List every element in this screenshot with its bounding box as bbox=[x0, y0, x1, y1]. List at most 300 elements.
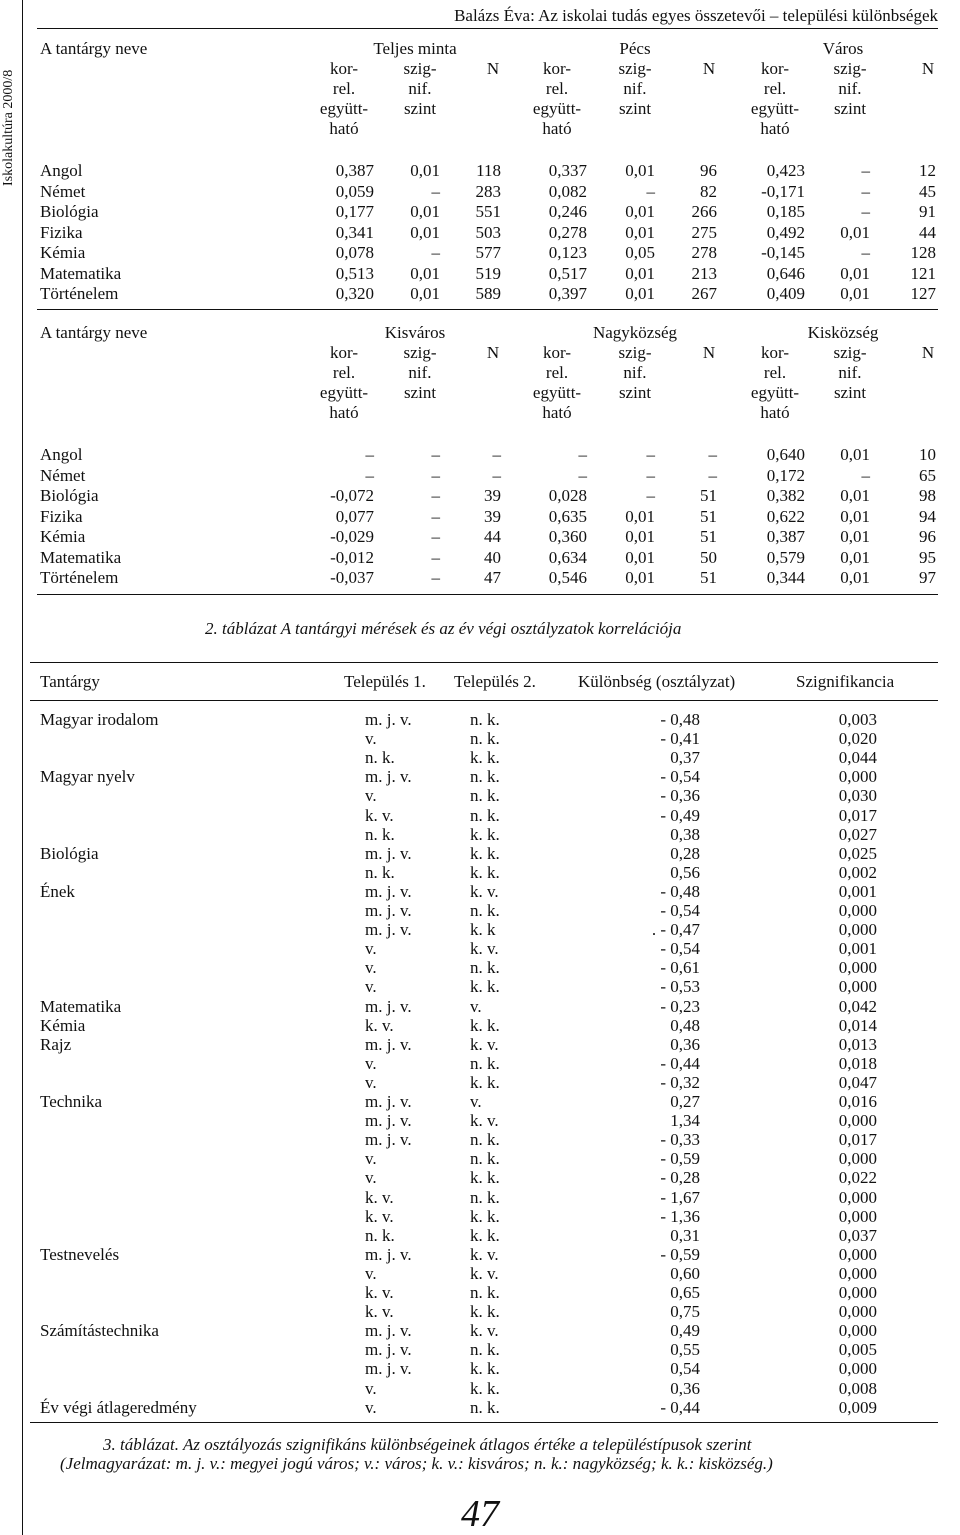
cell-value: 0,622 bbox=[766, 506, 805, 526]
sub-header-korrel: rel. bbox=[763, 79, 787, 98]
cell-value: 0,01 bbox=[625, 284, 655, 303]
table-3-significance: 0,000 bbox=[838, 1263, 877, 1283]
cell-value: 0,646 bbox=[766, 263, 805, 283]
cell-value: – bbox=[492, 465, 501, 485]
cell-value: 91 bbox=[919, 202, 936, 221]
sub-header-korrel: ható bbox=[760, 403, 790, 422]
table-3-settlement-2: k. k. bbox=[470, 977, 500, 997]
table-3-significance: 0,025 bbox=[838, 843, 877, 863]
cell-value: 0,01 bbox=[840, 445, 870, 464]
cell-value: 0,01 bbox=[840, 547, 870, 567]
journal-sidebar bbox=[0, 0, 23, 1535]
row-subject: Történelem bbox=[40, 568, 119, 587]
cell-value: 0,344 bbox=[766, 568, 805, 587]
cell-value: – bbox=[646, 486, 655, 505]
table-3-settlement-2: n. k. bbox=[470, 805, 500, 825]
table-3-settlement-2: n. k. bbox=[470, 958, 500, 978]
table-3-significance: 0,020 bbox=[838, 729, 877, 749]
table-3-settlement-1: v. bbox=[365, 939, 377, 959]
sub-header-korrel: rel. bbox=[763, 363, 787, 382]
cell-value: 0,01 bbox=[625, 568, 655, 587]
cell-value: 0,246 bbox=[548, 202, 587, 221]
cell-value: 0,382 bbox=[766, 486, 805, 505]
table-3-settlement-1: m. j. v. bbox=[365, 1111, 412, 1131]
table-3-settlement-2: k. k. bbox=[470, 1015, 500, 1035]
cell-value: -0,145 bbox=[761, 243, 805, 262]
table-3-difference: 0,36 bbox=[670, 1034, 700, 1054]
cell-value: 0,01 bbox=[410, 284, 440, 303]
cell-value: 96 bbox=[919, 527, 936, 546]
cell-value: 51 bbox=[700, 568, 717, 587]
table-3-significance: 0,000 bbox=[838, 1206, 877, 1226]
table-3-settlement-2: k. v. bbox=[470, 1321, 499, 1341]
row-subject: Angol bbox=[40, 161, 83, 180]
sub-header-korrel: rel. bbox=[545, 79, 569, 98]
table-3-significance: 0,001 bbox=[838, 881, 877, 901]
table-3-difference: - 0,54 bbox=[660, 901, 700, 920]
column-group-header: Város bbox=[822, 39, 864, 58]
table-3-significance: 0,000 bbox=[838, 1111, 877, 1131]
cell-value: – bbox=[431, 547, 440, 567]
cell-value: 0,01 bbox=[625, 202, 655, 221]
table-3-difference: - 0,36 bbox=[660, 786, 700, 806]
cell-value: 278 bbox=[691, 243, 717, 262]
cell-value: 266 bbox=[691, 202, 717, 221]
table-3-significance: 0,001 bbox=[838, 939, 877, 959]
sub-header-n: N bbox=[486, 59, 500, 78]
cell-value: 0,634 bbox=[548, 547, 587, 567]
table-3-significance: 0,000 bbox=[838, 1302, 877, 1322]
sub-header-szignif: szint bbox=[403, 99, 437, 118]
cell-value: – bbox=[431, 568, 440, 587]
table-3-significance: 0,014 bbox=[838, 1015, 877, 1035]
cell-value: 0,517 bbox=[548, 263, 587, 283]
table-3-settlement-2: n. k. bbox=[470, 1340, 500, 1360]
table-3-settlement-1: k. v. bbox=[365, 805, 394, 825]
cell-value: 98 bbox=[919, 486, 936, 505]
table-3-difference: 0,36 bbox=[670, 1378, 700, 1398]
table-3-difference: 0,60 bbox=[670, 1263, 700, 1283]
table-3-difference: - 0,59 bbox=[660, 1149, 700, 1169]
cell-value: – bbox=[431, 486, 440, 505]
cell-value: 213 bbox=[691, 263, 717, 283]
table-3-difference: 0,38 bbox=[670, 824, 700, 844]
table-3-settlement-2: n. k. bbox=[470, 767, 500, 787]
column-group-header: Kisváros bbox=[384, 323, 446, 342]
table-3-subject: Év végi átlageredmény bbox=[40, 1397, 197, 1417]
sub-header-korrel: együtt- bbox=[532, 99, 582, 118]
table-3-settlement-2: k. k. bbox=[470, 843, 500, 863]
table-3-subject: Számítástechnika bbox=[40, 1321, 159, 1341]
table-3-significance: 0,009 bbox=[838, 1397, 877, 1417]
cell-value: 96 bbox=[700, 161, 717, 180]
cell-value: – bbox=[578, 465, 587, 485]
cell-value: – bbox=[431, 527, 440, 546]
table-3-significance: 0,000 bbox=[838, 1149, 877, 1169]
sub-header-szignif: nif. bbox=[838, 79, 862, 98]
table-3-settlement-1: k. v. bbox=[365, 1302, 394, 1322]
cell-value: 0,01 bbox=[840, 222, 870, 242]
journal-label: Iskolakultúra 2000/8 bbox=[1, 69, 16, 186]
table-3-settlement-2: v. bbox=[470, 1092, 482, 1111]
cell-value: – bbox=[861, 465, 870, 485]
table-3-settlement-2: n. k. bbox=[470, 1149, 500, 1169]
table-3-significance: 0,000 bbox=[838, 901, 877, 920]
cell-value: -0,072 bbox=[330, 486, 374, 505]
row-subject: Fizika bbox=[40, 222, 83, 242]
cell-value: 0,01 bbox=[410, 161, 440, 180]
table-2-caption: 2. táblázat A tantárgyi mérések és az év végi osztályzatok korrelációja bbox=[205, 619, 682, 638]
table-3-difference: 1,34 bbox=[670, 1111, 700, 1131]
cell-value: 0,05 bbox=[625, 243, 655, 262]
table-3-settlement-1: m. j. v. bbox=[365, 1130, 412, 1150]
cell-value: 0,423 bbox=[766, 161, 805, 180]
cell-value: – bbox=[431, 506, 440, 526]
table-3-subject: Ének bbox=[40, 881, 75, 901]
cell-value: 0,01 bbox=[840, 284, 870, 303]
cell-value: 10 bbox=[919, 445, 936, 464]
cell-value: 589 bbox=[475, 284, 501, 303]
table-3-significance: 0,008 bbox=[838, 1378, 877, 1398]
cell-value: – bbox=[431, 243, 440, 262]
cell-value: -0,029 bbox=[330, 527, 374, 546]
sub-header-szignif: szint bbox=[833, 99, 867, 118]
cell-value: 51 bbox=[700, 486, 717, 505]
table-3-settlement-2: n. k. bbox=[470, 710, 500, 729]
table-3-settlement-2: k. k bbox=[470, 920, 496, 940]
table-3-settlement-2: n. k. bbox=[470, 1283, 500, 1302]
sub-header-korrel: együtt- bbox=[532, 383, 582, 402]
running-head: Balázs Éva: Az iskolai tudás egyes összetevői – települési különbségek bbox=[454, 6, 938, 25]
table-3-settlement-1: k. v. bbox=[365, 1015, 394, 1035]
cell-value: -0,012 bbox=[330, 547, 374, 567]
table-3-column-header: Szignifikancia bbox=[796, 672, 895, 691]
table-3-settlement-1: m. j. v. bbox=[365, 901, 412, 920]
column-header-subject: A tantárgy neve bbox=[40, 39, 148, 58]
table-3-settlement-1: k. v. bbox=[365, 1206, 394, 1226]
table-3-significance: 0,002 bbox=[838, 862, 877, 882]
table-3-subject: Rajz bbox=[40, 1034, 72, 1054]
cell-value: 12 bbox=[919, 161, 936, 180]
cell-value: – bbox=[708, 445, 717, 464]
row-subject: Angol bbox=[40, 445, 83, 464]
sub-header-korrel: együtt- bbox=[319, 99, 369, 118]
table-3-difference: 0,28 bbox=[670, 843, 700, 863]
cell-value: 0,635 bbox=[548, 506, 587, 526]
table-3-settlement-1: m. j. v. bbox=[365, 843, 412, 863]
table-3-settlement-1: m. j. v. bbox=[365, 710, 412, 729]
cell-value: 0,546 bbox=[548, 568, 587, 587]
table-3-settlement-1: v. bbox=[365, 977, 377, 997]
table-3-settlement-1: m. j. v. bbox=[365, 1340, 412, 1360]
table-2-middle-rule bbox=[37, 309, 938, 310]
sub-header-szignif: nif. bbox=[623, 363, 647, 382]
column-group-header: Pécs bbox=[619, 39, 651, 58]
cell-value: 0,059 bbox=[335, 181, 374, 201]
table-3-settlement-1: k. v. bbox=[365, 1283, 394, 1302]
table-3-significance: 0,016 bbox=[838, 1092, 877, 1111]
table-3-difference: - 0,33 bbox=[660, 1130, 700, 1150]
table-3-settlement-2: n. k. bbox=[470, 1053, 500, 1073]
table-3-column-header: Különbség (osztályzat) bbox=[578, 672, 736, 691]
table-3-significance: 0,037 bbox=[838, 1225, 877, 1245]
cell-value: 0,01 bbox=[625, 506, 655, 526]
table-3-settlement-2: k. k. bbox=[470, 862, 500, 882]
table-3-significance: 0,003 bbox=[838, 710, 877, 729]
cell-value: – bbox=[646, 445, 655, 464]
row-subject: Német bbox=[40, 181, 86, 201]
table-3-difference: - 0,59 bbox=[660, 1244, 700, 1264]
sub-header-korrel: együtt- bbox=[750, 383, 800, 402]
cell-value: 0,01 bbox=[410, 263, 440, 283]
cell-value: 0,01 bbox=[840, 568, 870, 587]
sub-header-szignif: szig- bbox=[403, 343, 437, 362]
column-group-header: Kisközség bbox=[807, 323, 879, 342]
cell-value: – bbox=[861, 161, 870, 180]
cell-value: – bbox=[646, 465, 655, 485]
table-3-settlement-2: n. k. bbox=[470, 1187, 500, 1207]
table-3-difference: - 0,41 bbox=[660, 729, 700, 749]
table-3-significance: 0,000 bbox=[838, 1187, 877, 1207]
cell-value: 47 bbox=[484, 568, 501, 587]
table-3-column-header: Település 2. bbox=[454, 672, 536, 691]
cell-value: 0,01 bbox=[840, 486, 870, 505]
table-3-significance: 0,022 bbox=[838, 1168, 877, 1188]
table-3-difference: - 0,54 bbox=[660, 939, 700, 959]
sub-header-n: N bbox=[702, 59, 716, 78]
column-group-header: Teljes minta bbox=[373, 39, 457, 58]
table-3-settlement-1: v. bbox=[365, 1149, 377, 1169]
cell-value: 51 bbox=[700, 506, 717, 526]
cell-value: -0,171 bbox=[761, 181, 805, 201]
table-3-settlement-1: m. j. v. bbox=[365, 1092, 412, 1111]
cell-value: – bbox=[431, 181, 440, 201]
sub-header-korrel: kor- bbox=[761, 343, 789, 362]
table-3-settlement-2: n. k. bbox=[470, 901, 500, 920]
row-subject: Német bbox=[40, 465, 86, 485]
table-3-difference: - 0,61 bbox=[660, 958, 700, 978]
table-3-settlement-2: k. v. bbox=[470, 1263, 499, 1283]
sub-header-korrel: ható bbox=[760, 119, 790, 138]
cell-value: 0,01 bbox=[625, 547, 655, 567]
table-3-significance: 0,000 bbox=[838, 767, 877, 787]
table-3-difference: 0,55 bbox=[670, 1340, 700, 1360]
table-3-significance: 0,042 bbox=[838, 996, 877, 1016]
table-3-top-rule bbox=[30, 662, 938, 663]
cell-value: 0,640 bbox=[766, 445, 805, 464]
cell-value: 0,01 bbox=[625, 161, 655, 180]
table-3-settlement-2: n. k. bbox=[470, 1130, 500, 1150]
cell-value: 0,387 bbox=[766, 527, 805, 546]
table-3-difference: - 0,32 bbox=[660, 1072, 700, 1092]
table-3-settlement-1: v. bbox=[365, 1397, 377, 1417]
sub-header-n: N bbox=[486, 343, 500, 362]
cell-value: 0,01 bbox=[625, 222, 655, 242]
table-3-settlement-1: m. j. v. bbox=[365, 996, 412, 1016]
table-3-difference: - 0,48 bbox=[660, 881, 700, 901]
cell-value: 50 bbox=[700, 547, 717, 567]
page-number: 47 bbox=[461, 1493, 499, 1535]
table-3-difference: - 0,44 bbox=[660, 1397, 700, 1417]
table-3-significance: 0,013 bbox=[838, 1034, 877, 1054]
cell-value: 51 bbox=[700, 527, 717, 546]
sub-header-korrel: kor- bbox=[330, 343, 358, 362]
cell-value: 0,172 bbox=[766, 465, 805, 485]
table-3-difference: 0,75 bbox=[670, 1302, 700, 1322]
sub-header-n: N bbox=[702, 343, 716, 362]
sub-header-szignif: nif. bbox=[408, 363, 432, 382]
cell-value: 0,409 bbox=[766, 284, 805, 303]
cell-value: 0,337 bbox=[548, 161, 587, 180]
table-3-significance: 0,027 bbox=[838, 824, 877, 844]
cell-value: 275 bbox=[691, 222, 717, 242]
table-3-settlement-1: n. k. bbox=[365, 862, 395, 882]
table-3-subject: Magyar nyelv bbox=[40, 767, 135, 787]
sub-header-korrel: rel. bbox=[332, 79, 356, 98]
table-3-significance: 0,017 bbox=[838, 805, 877, 825]
cell-value: 0,01 bbox=[625, 527, 655, 546]
table-3-column-header: Település 1. bbox=[344, 672, 426, 691]
table-3-difference: - 0,48 bbox=[660, 710, 700, 729]
table-3-difference: 0,56 bbox=[670, 862, 700, 882]
table-3-settlement-2: v. bbox=[470, 996, 482, 1016]
sub-header-szignif: szint bbox=[403, 383, 437, 402]
table-3-difference: - 0,44 bbox=[660, 1053, 700, 1073]
sub-header-szignif: szint bbox=[618, 99, 652, 118]
table-3-difference: 0,27 bbox=[670, 1092, 700, 1111]
table-3-settlement-1: m. j. v. bbox=[365, 767, 412, 787]
table-3-difference: . - 0,47 bbox=[651, 920, 700, 940]
row-subject: Biológia bbox=[40, 202, 99, 221]
table-3-settlement-2: k. k. bbox=[470, 1168, 500, 1188]
table-3-significance: 0,000 bbox=[838, 1244, 877, 1264]
row-subject: Kémia bbox=[40, 527, 86, 546]
table-3-settlement-1: v. bbox=[365, 1378, 377, 1398]
table-3-settlement-1: m. j. v. bbox=[365, 1034, 412, 1054]
table-3-subject: Magyar irodalom bbox=[40, 710, 159, 729]
cell-value: 0,01 bbox=[840, 527, 870, 546]
cell-value: 0,278 bbox=[548, 222, 587, 242]
table-3-subject: Testnevelés bbox=[40, 1244, 120, 1264]
table-3-significance: 0,005 bbox=[838, 1340, 877, 1360]
table-3-settlement-1: v. bbox=[365, 1072, 377, 1092]
sub-header-korrel: rel. bbox=[545, 363, 569, 382]
row-subject: Kémia bbox=[40, 243, 86, 262]
sub-header-szignif: szint bbox=[833, 383, 867, 402]
table-3-settlement-1: m. j. v. bbox=[365, 920, 412, 940]
table-3-significance: 0,000 bbox=[838, 920, 877, 940]
table-3-difference: - 0,53 bbox=[660, 977, 700, 997]
row-subject: Fizika bbox=[40, 506, 83, 526]
cell-value: 0,01 bbox=[625, 263, 655, 283]
sub-header-szignif: szig- bbox=[618, 59, 652, 78]
table-3-settlement-1: n. k. bbox=[365, 824, 395, 844]
cell-value: 0,01 bbox=[840, 506, 870, 526]
sub-header-korrel: kor- bbox=[761, 59, 789, 78]
table-3-settlement-2: k. v. bbox=[470, 881, 499, 901]
table-3-settlement-1: v. bbox=[365, 1168, 377, 1188]
cell-value: 0,185 bbox=[766, 202, 805, 221]
table-3-difference: 0,49 bbox=[670, 1321, 700, 1341]
table-3-significance: 0,000 bbox=[838, 1283, 877, 1302]
table-3-difference: 0,54 bbox=[670, 1359, 700, 1379]
sub-header-szignif: szig- bbox=[403, 59, 437, 78]
table-3-difference: - 0,23 bbox=[660, 996, 700, 1016]
table-3-significance: 0,000 bbox=[838, 1359, 877, 1379]
cell-value: 0,01 bbox=[410, 222, 440, 242]
cell-value: 577 bbox=[475, 243, 501, 262]
cell-value: 0,320 bbox=[335, 284, 374, 303]
table-3-settlement-1: v. bbox=[365, 1263, 377, 1283]
table-3-settlement-2: k. k. bbox=[470, 1072, 500, 1092]
column-group-header: Nagyközség bbox=[592, 323, 678, 342]
cell-value: – bbox=[492, 445, 501, 464]
cell-value: 0,082 bbox=[548, 181, 587, 201]
sub-header-szignif: nif. bbox=[623, 79, 647, 98]
table-3-significance: 0,044 bbox=[838, 748, 877, 768]
table-3-caption-line-1: 3. táblázat. Az osztályozás szignifikáns különbségeinek átlagos értéke a településtípusok szerint bbox=[103, 1435, 752, 1454]
cell-value: 0,01 bbox=[840, 263, 870, 283]
cell-value: 65 bbox=[919, 465, 936, 485]
table-3-settlement-1: m. j. v. bbox=[365, 1359, 412, 1379]
cell-value: 44 bbox=[484, 527, 501, 546]
sub-header-korrel: kor- bbox=[330, 59, 358, 78]
cell-value: – bbox=[431, 445, 440, 464]
cell-value: 39 bbox=[484, 486, 501, 505]
sub-header-szignif: szint bbox=[618, 383, 652, 402]
table-3-settlement-1: m. j. v. bbox=[365, 881, 412, 901]
cell-value: – bbox=[646, 181, 655, 201]
table-3-significance: 0,000 bbox=[838, 977, 877, 997]
sub-header-szignif: szig- bbox=[618, 343, 652, 362]
cell-value: 45 bbox=[919, 181, 936, 201]
sub-header-korrel: kor- bbox=[543, 59, 571, 78]
sub-header-korrel: ható bbox=[329, 403, 359, 422]
sub-header-szignif: nif. bbox=[408, 79, 432, 98]
table-3-difference: 0,37 bbox=[670, 748, 700, 768]
table-3-difference: 0,48 bbox=[670, 1015, 700, 1035]
cell-value: 0,028 bbox=[548, 486, 587, 505]
table-3-settlement-2: k. k. bbox=[470, 748, 500, 768]
table-3-settlement-1: n. k. bbox=[365, 1225, 395, 1245]
cell-value: 0,01 bbox=[410, 202, 440, 221]
sub-header-n: N bbox=[921, 343, 935, 362]
table-3-settlement-1: m. j. v. bbox=[365, 1321, 412, 1341]
row-subject: Matematika bbox=[40, 263, 122, 283]
cell-value: – bbox=[861, 243, 870, 262]
table-3-significance: 0,000 bbox=[838, 1321, 877, 1341]
table-3-settlement-2: k. v. bbox=[470, 939, 499, 959]
cell-value: 0,123 bbox=[548, 243, 587, 262]
cell-value: 39 bbox=[484, 506, 501, 526]
table-3-header-rule bbox=[30, 700, 938, 701]
table-3-bottom-rule bbox=[30, 1422, 938, 1423]
table-3-difference: - 0,54 bbox=[660, 767, 700, 787]
table-3-difference: - 1,36 bbox=[660, 1206, 700, 1226]
table-3-difference: - 0,49 bbox=[660, 805, 700, 825]
sub-header-korrel: ható bbox=[329, 119, 359, 138]
cell-value: – bbox=[365, 445, 374, 464]
table-3-settlement-2: k. v. bbox=[470, 1244, 499, 1264]
cell-value: 0,387 bbox=[335, 161, 374, 180]
table-3-settlement-2: k. v. bbox=[470, 1111, 499, 1131]
table-3-settlement-2: k. k. bbox=[470, 1225, 500, 1245]
cell-value: 82 bbox=[700, 181, 717, 201]
table-3-subject: Matematika bbox=[40, 996, 122, 1016]
sub-header-korrel: együtt- bbox=[750, 99, 800, 118]
table-3-settlement-2: n. k. bbox=[470, 786, 500, 806]
table-3-difference: - 0,28 bbox=[660, 1168, 700, 1188]
